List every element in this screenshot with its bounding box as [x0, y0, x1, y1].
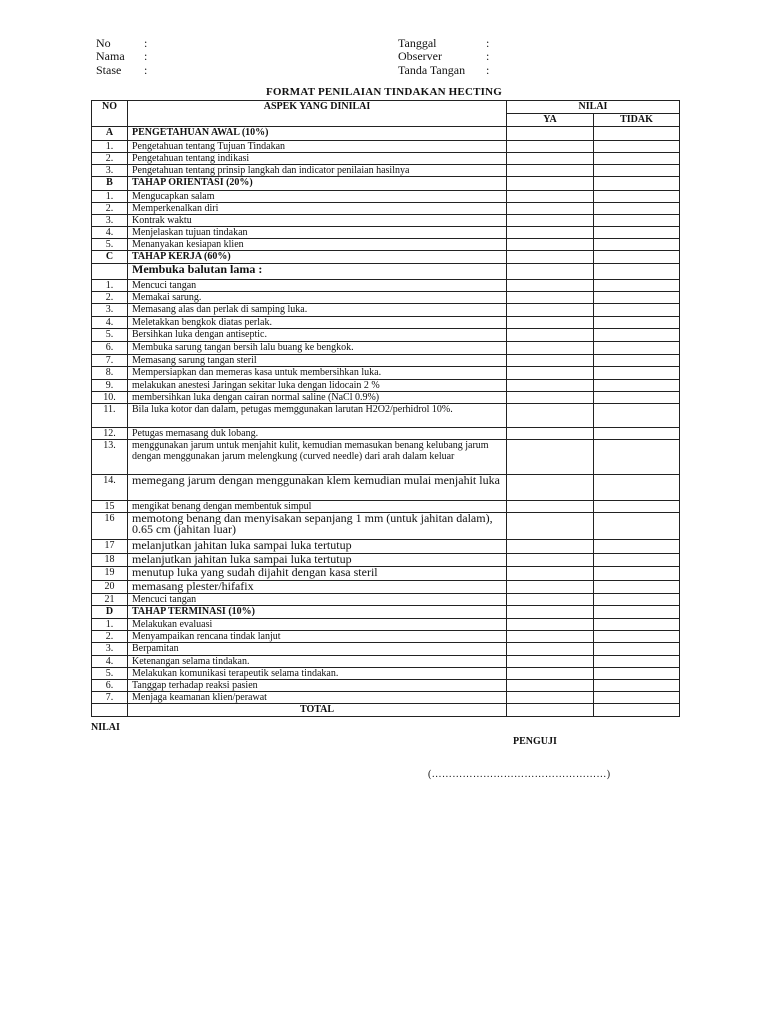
ya-cell[interactable] [507, 404, 594, 428]
table-row [92, 513, 680, 540]
ya-cell[interactable] [507, 581, 594, 594]
tidak-cell[interactable] [594, 513, 680, 540]
table-row [92, 342, 680, 355]
table-row [92, 203, 680, 215]
tidak-cell[interactable] [594, 668, 680, 680]
aspect-text: memasang plester/hifafix [128, 581, 507, 594]
section-title: TAHAP KERJA (60%) [128, 251, 507, 264]
header-field-label: Nama [96, 49, 125, 64]
aspect-text: menutup luka yang sudah dijahit dengan kasa steril [128, 567, 507, 581]
table-row [92, 692, 680, 704]
table-row [92, 165, 680, 177]
ya-cell[interactable] [507, 153, 594, 165]
col-tidak-header: TIDAK [594, 114, 680, 127]
aspect-text: Bersihkan luka dengan antiseptic. [128, 329, 507, 342]
row-number: 1. [92, 280, 128, 292]
tidak-cell[interactable] [594, 127, 680, 141]
tidak-cell[interactable] [594, 292, 680, 304]
row-number: 10. [92, 392, 128, 404]
table-row [92, 239, 680, 251]
col-nilai-header: NILAI [507, 101, 680, 114]
ya-cell[interactable] [507, 304, 594, 317]
row-number: 14. [92, 475, 128, 501]
tidak-cell[interactable] [594, 656, 680, 668]
ya-cell[interactable] [507, 342, 594, 355]
row-number: 19 [92, 567, 128, 581]
table-row [92, 440, 680, 475]
row-number: 20 [92, 581, 128, 594]
total-label: TOTAL [128, 704, 507, 717]
ya-cell[interactable] [507, 643, 594, 656]
ya-cell[interactable] [507, 567, 594, 581]
header-field-label: Observer [398, 49, 442, 64]
row-number: 3. [92, 165, 128, 177]
table-row [92, 367, 680, 380]
table-row [92, 668, 680, 680]
ya-cell[interactable] [507, 540, 594, 554]
aspect-text: Pengetahuan tentang indikasi [128, 153, 507, 165]
aspect-text: Menjaga keamanan klien/perawat [128, 692, 507, 704]
ya-cell[interactable] [507, 292, 594, 304]
tidak-cell[interactable] [594, 191, 680, 203]
row-number: 18 [92, 554, 128, 567]
tidak-cell[interactable] [594, 643, 680, 656]
tidak-cell[interactable] [594, 475, 680, 501]
row-number: 5. [92, 239, 128, 251]
row-number: 7. [92, 692, 128, 704]
header-field-colon: : [486, 36, 490, 50]
penguji-label: PENGUJI [513, 736, 557, 747]
ya-cell[interactable] [507, 177, 594, 191]
table-row [92, 153, 680, 165]
tidak-cell[interactable] [594, 606, 680, 619]
aspect-text: Mempersiapkan dan memeras kasa untuk membersihkan luka. [128, 367, 507, 380]
ya-cell[interactable] [507, 165, 594, 177]
table-row [92, 656, 680, 668]
ya-cell[interactable] [507, 329, 594, 342]
ya-cell[interactable] [507, 227, 594, 239]
row-number: 2. [92, 292, 128, 304]
tidak-cell[interactable] [594, 428, 680, 440]
ya-cell[interactable] [507, 317, 594, 329]
table-row [92, 581, 680, 594]
tidak-cell[interactable] [594, 554, 680, 567]
header-field-colon: : [486, 62, 490, 77]
total-no-cell [92, 704, 128, 717]
row-number [92, 264, 128, 280]
header-field [96, 50, 147, 63]
aspect-text: Menyampaikan rencana tindak lanjut [128, 631, 507, 643]
row-number: 5. [92, 668, 128, 680]
ya-cell[interactable] [507, 191, 594, 203]
header-field [398, 50, 489, 63]
tidak-cell[interactable] [594, 329, 680, 342]
aspect-text: Memperkenalkan diri [128, 203, 507, 215]
ya-cell[interactable] [507, 501, 594, 513]
header-field-colon: : [486, 49, 490, 64]
tidak-cell[interactable] [594, 355, 680, 367]
row-number: 8. [92, 367, 128, 380]
tidak-cell[interactable] [594, 239, 680, 251]
aspect-text: Kontrak waktu [128, 215, 507, 227]
aspect-text: Mencuci tangan [128, 594, 507, 606]
ya-cell[interactable] [507, 680, 594, 692]
aspect-text: Bila luka kotor dan dalam, petugas memggunakan larutan H2O2/perhidrol 10%. [128, 404, 507, 428]
aspect-text: Melakukan komunikasi terapeutik selama tindakan. [128, 668, 507, 680]
ya-cell[interactable] [507, 554, 594, 567]
row-number: D [92, 606, 128, 619]
tidak-cell[interactable] [594, 165, 680, 177]
aspect-text: Menjelaskan tujuan tindakan [128, 227, 507, 239]
table-row [92, 594, 680, 606]
tidak-cell[interactable] [594, 280, 680, 292]
ya-cell[interactable] [507, 367, 594, 380]
row-number: 3. [92, 643, 128, 656]
row-number: 6. [92, 680, 128, 692]
tidak-cell[interactable] [594, 251, 680, 264]
table-row [92, 619, 680, 631]
aspect-text: Berpamitan [128, 643, 507, 656]
aspect-text: Pengetahuan tentang prinsip langkah dan indicator penilaian hasilnya [128, 165, 507, 177]
header-field-colon: : [144, 49, 148, 64]
row-number: 21 [92, 594, 128, 606]
nilai-label: NILAI [91, 722, 120, 733]
row-number: 7. [92, 355, 128, 367]
row-number: 12. [92, 428, 128, 440]
table-row [92, 404, 680, 428]
table-row [92, 567, 680, 581]
table-row [92, 475, 680, 501]
header-field [96, 37, 147, 50]
ya-cell[interactable] [507, 215, 594, 227]
section-title: TAHAP ORIENTASI (20%) [128, 177, 507, 191]
tidak-cell[interactable] [594, 680, 680, 692]
row-number: 6. [92, 342, 128, 355]
ya-cell[interactable] [507, 631, 594, 643]
table-row [92, 355, 680, 367]
header-field-label: Stase [96, 62, 122, 77]
ya-cell[interactable] [507, 355, 594, 367]
header-field [398, 37, 489, 50]
aspect-text: Membuka balutan lama : [128, 264, 507, 280]
row-number: 17 [92, 540, 128, 554]
row-number: 4. [92, 656, 128, 668]
table-row [92, 141, 680, 153]
table-row [92, 392, 680, 404]
table-row [92, 304, 680, 317]
tidak-cell[interactable] [594, 153, 680, 165]
ya-cell[interactable] [507, 475, 594, 501]
tidak-cell[interactable] [594, 304, 680, 317]
header-field-label: Tanggal [398, 36, 437, 50]
row-number: 2. [92, 203, 128, 215]
aspect-text: melakukan anestesi Jaringan sekitar luka dengan lidocain 2 % [128, 380, 507, 392]
header-field [96, 64, 147, 77]
row-number: B [92, 177, 128, 191]
aspect-text: Pengetahuan tentang Tujuan Tindakan [128, 141, 507, 153]
ya-cell[interactable] [507, 668, 594, 680]
col-ya-header: YA [507, 114, 594, 127]
header-field [398, 64, 489, 77]
table-row [92, 428, 680, 440]
aspect-text: mengikat benang dengan membentuk simpul [128, 501, 507, 513]
table-row [92, 317, 680, 329]
tidak-cell[interactable] [594, 342, 680, 355]
tidak-cell[interactable] [594, 501, 680, 513]
row-number: 2. [92, 153, 128, 165]
ya-cell[interactable] [507, 440, 594, 475]
row-number: 1. [92, 619, 128, 631]
header-field-colon: : [144, 62, 148, 77]
row-number: 2. [92, 631, 128, 643]
total-row [92, 704, 680, 717]
ya-cell[interactable] [507, 264, 594, 280]
ya-cell[interactable] [507, 380, 594, 392]
section-title: PENGETAHUAN AWAL (10%) [128, 127, 507, 141]
row-number: 16 [92, 513, 128, 540]
aspect-text: Membuka sarung tangan bersih lalu buang ke bengkok. [128, 342, 507, 355]
section-row [92, 251, 680, 264]
tidak-cell[interactable] [594, 177, 680, 191]
aspect-text: Memasang sarung tangan steril [128, 355, 507, 367]
section-row [92, 127, 680, 141]
total-ya-cell[interactable] [507, 704, 594, 717]
table-row [92, 215, 680, 227]
aspect-text: Tanggap terhadap reaksi pasien [128, 680, 507, 692]
ya-cell[interactable] [507, 606, 594, 619]
ya-cell[interactable] [507, 141, 594, 153]
header-field-label: No [96, 36, 111, 50]
section-row [92, 606, 680, 619]
ya-cell[interactable] [507, 203, 594, 215]
table-row [92, 227, 680, 239]
table-row [92, 191, 680, 203]
aspect-text: Menanyakan kesiapan klien [128, 239, 507, 251]
aspect-text: Meletakkan bengkok diatas perlak. [128, 317, 507, 329]
ya-cell[interactable] [507, 619, 594, 631]
ya-cell[interactable] [507, 594, 594, 606]
col-no-header: NO [92, 101, 128, 127]
assessment-table [91, 100, 680, 717]
aspect-text: Memakai sarung. [128, 292, 507, 304]
row-number: 1. [92, 191, 128, 203]
aspect-text: menggunakan jarum untuk menjahit kulit, kemudian memasukan benang kelubang jarum dengan menggunakan jarum melengkung (curved needle) dari arah dalam keluar [128, 440, 507, 475]
table-row [92, 680, 680, 692]
table-row [92, 380, 680, 392]
table-row [92, 292, 680, 304]
section-title: TAHAP TERMINASI (10%) [128, 606, 507, 619]
tidak-cell[interactable] [594, 631, 680, 643]
aspect-text: melanjutkan jahitan luka sampai luka tertutup [128, 554, 507, 567]
table-row [92, 264, 680, 280]
aspect-text: melanjutkan jahitan luka sampai luka tertutup [128, 540, 507, 554]
tidak-cell[interactable] [594, 367, 680, 380]
table-row [92, 631, 680, 643]
row-number: 13. [92, 440, 128, 475]
total-tidak-cell[interactable] [594, 704, 680, 717]
ya-cell[interactable] [507, 428, 594, 440]
ya-cell[interactable] [507, 280, 594, 292]
ya-cell[interactable] [507, 656, 594, 668]
row-number: 4. [92, 227, 128, 239]
aspect-text: memotong benang dan menyisakan sepanjang 1 mm (untuk jahitan dalam), 0.65 cm (jahitan luar) [128, 513, 507, 540]
row-number: 15 [92, 501, 128, 513]
tidak-cell[interactable] [594, 540, 680, 554]
ya-cell[interactable] [507, 513, 594, 540]
tidak-cell[interactable] [594, 203, 680, 215]
aspect-text: Ketenangan selama tindakan. [128, 656, 507, 668]
aspect-text: memegang jarum dengan menggunakan klem kemudian mulai menjahit luka [128, 475, 507, 501]
col-aspek-header: ASPEK YANG DINILAI [128, 101, 507, 127]
table-row [92, 554, 680, 567]
tidak-cell[interactable] [594, 392, 680, 404]
row-number: 4. [92, 317, 128, 329]
tidak-cell[interactable] [594, 567, 680, 581]
tidak-cell[interactable] [594, 317, 680, 329]
tidak-cell[interactable] [594, 594, 680, 606]
tidak-cell[interactable] [594, 215, 680, 227]
row-number: 3. [92, 215, 128, 227]
aspect-text: Melakukan evaluasi [128, 619, 507, 631]
ya-cell[interactable] [507, 127, 594, 141]
table-row [92, 501, 680, 513]
row-number: 5. [92, 329, 128, 342]
table-row [92, 280, 680, 292]
row-number: 1. [92, 141, 128, 153]
header-left [96, 37, 147, 77]
ya-cell[interactable] [507, 692, 594, 704]
tidak-cell[interactable] [594, 380, 680, 392]
row-number: 3. [92, 304, 128, 317]
form-title: FORMAT PENILAIAN TINDAKAN HECTING [265, 86, 503, 98]
tidak-cell[interactable] [594, 440, 680, 475]
ya-cell[interactable] [507, 392, 594, 404]
tidak-cell[interactable] [594, 141, 680, 153]
signature-line: (……………………………………………) [428, 769, 611, 780]
tidak-cell[interactable] [594, 404, 680, 428]
aspect-text: membersihkan luka dengan cairan normal saline (NaCl 0.9%) [128, 392, 507, 404]
row-number: C [92, 251, 128, 264]
ya-cell[interactable] [507, 239, 594, 251]
aspect-text: Mengucapkan salam [128, 191, 507, 203]
header-field-label: Tanda Tangan [398, 62, 466, 77]
header-right [398, 37, 489, 77]
aspect-text: Petugas memasang duk lobang. [128, 428, 507, 440]
table-row [92, 540, 680, 554]
table-body [92, 127, 680, 704]
row-number: 11. [92, 404, 128, 428]
section-row [92, 177, 680, 191]
table-row [92, 643, 680, 656]
tidak-cell[interactable] [594, 581, 680, 594]
row-number: 9. [92, 380, 128, 392]
aspect-text: Memasang alas dan perlak di samping luka. [128, 304, 507, 317]
tidak-cell[interactable] [594, 692, 680, 704]
table-row [92, 329, 680, 342]
ya-cell[interactable] [507, 251, 594, 264]
tidak-cell[interactable] [594, 227, 680, 239]
row-number: A [92, 127, 128, 141]
tidak-cell[interactable] [594, 619, 680, 631]
tidak-cell[interactable] [594, 264, 680, 280]
aspect-text: Mencuci tangan [128, 280, 507, 292]
header-field-colon: : [144, 36, 148, 50]
